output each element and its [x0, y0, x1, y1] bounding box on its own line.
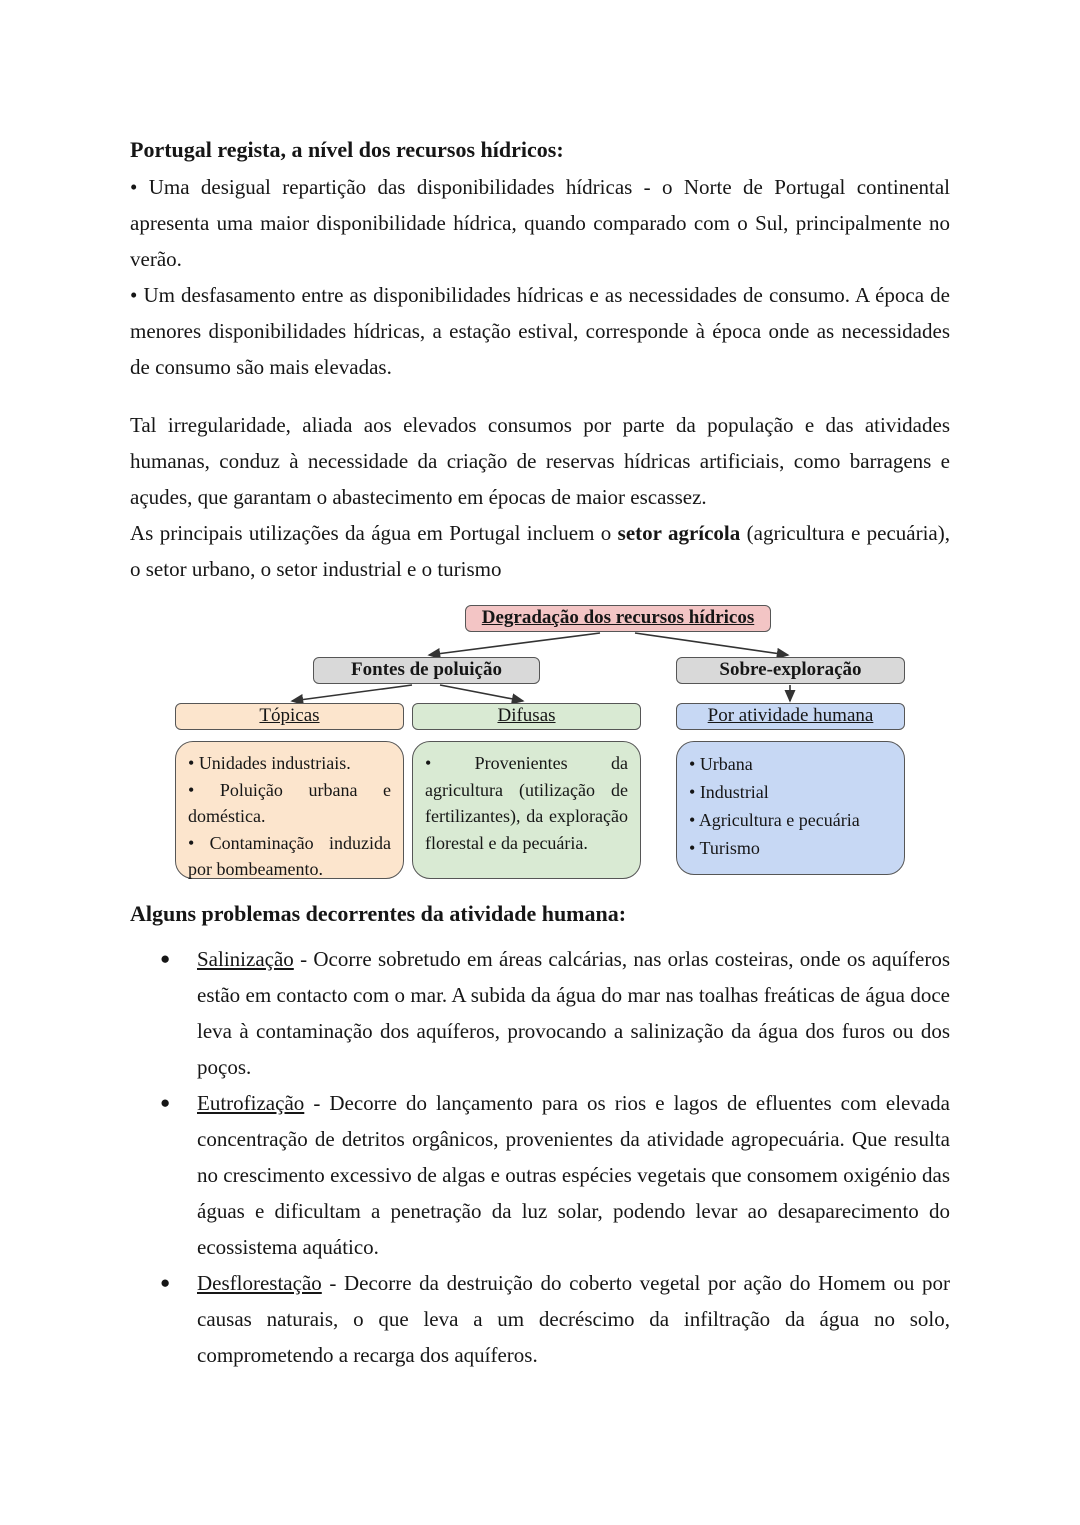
- node-difusas: Difusas: [412, 703, 641, 730]
- problem-text: - Ocorre sobretudo em áreas calcárias, nas orlas costeiras, onde os aquíferos estão em contacto com o mar. A subida da água do mar nas toalhas freáticas de água doce leva à contaminação dos aquíferos, provocando a salinização da água dos furos ou dos poços.: [197, 947, 950, 1079]
- topicas-item: • Unidades industriais.: [188, 750, 391, 777]
- difusas-item: • Provenientes da agricultura (utilização de fertilizantes), da exploração florestal e da pecuária.: [425, 750, 628, 856]
- heading-recursos-hidricos: Portugal regista, a nível dos recursos hídricos:: [130, 137, 564, 162]
- humana-item: • Agricultura e pecuária: [689, 806, 892, 834]
- difusas-content-box: [412, 741, 641, 879]
- node-atividade-humana: Por atividade humana: [676, 703, 905, 730]
- node-topicas: Tópicas: [175, 703, 404, 730]
- degradacao-diagram: [130, 599, 950, 887]
- utilizacoes-bold: setor agrícola: [617, 521, 741, 545]
- node-sobre-exploracao: Sobre-exploração: [676, 657, 905, 684]
- topicas-item: • Contaminação induzida por bombeamento.: [188, 830, 391, 883]
- bullet-desfasamento: • Um desfasamento entre as disponibilidades hídricas e as necessidades de consumo. A época de menores disponibilidades hídricas, a estação estival, corresponde à época onde as necessidades de consumo são mais elevadas.: [130, 283, 950, 379]
- utilizacoes-pre: As principais utilizações da água em Portugal incluem o: [130, 521, 618, 545]
- problem-text: - Decorre do lançamento para os rios e lagos de efluentes com elevada concentração de detritos orgânicos, provenientes da atividade agropecuária. Que resulta no crescimento excessivo de algas e outras espécies vegetais que consomem oxigénio das águas e dificultam a penetração da luz solar, podendo levar ao desaparecimento do ecossistema aquático.: [197, 1091, 950, 1259]
- problem-eutrofizacao: [130, 1085, 950, 1265]
- humana-content-box: [676, 741, 905, 875]
- bullet-disponibilidades: • Uma desigual repartição das disponibilidades hídricas - o Norte de Portugal continental apresenta uma maior disponibilidade hídrica, quando comparado com o Sul, principalmente no verão.: [130, 175, 950, 271]
- problem-term: Desflorestação: [197, 1271, 322, 1295]
- problem-text: - Decorre da destruição do coberto vegetal por ação do Homem ou por causas naturais, o que leva a um decréscimo da infiltração da água no solo, comprometendo a recarga dos aquíferos.: [197, 1271, 950, 1367]
- problem-salinizacao: [130, 941, 950, 1085]
- paragraph-irregularidade: Tal irregularidade, aliada aos elevados consumos por parte da população e das atividades humanas, conduz à necessidade da criação de reservas hídricas artificiais, como barragens e açudes, que garantam o abastecimento em épocas de maior escassez.: [130, 413, 950, 509]
- node-degradacao: Degradação dos recursos hídricos: [465, 605, 771, 632]
- problem-term: Salinização: [197, 947, 294, 971]
- paragraph-utilizacoes: [130, 515, 950, 587]
- problems-list: [130, 941, 950, 1373]
- topicas-content-box: [175, 741, 404, 879]
- heading-problemas: Alguns problemas decorrentes da atividade humana:: [130, 901, 627, 926]
- humana-item: • Urbana: [689, 750, 892, 778]
- utilizacoes-post: (agricultura e pecuária), o setor urbano, o setor industrial e o turismo: [130, 521, 950, 581]
- humana-item: • Turismo: [689, 834, 892, 862]
- problem-desflorestacao: [130, 1265, 950, 1373]
- topicas-item: • Poluição urbana e doméstica.: [188, 777, 391, 830]
- node-fontes-poluicao: Fontes de poluição: [313, 657, 540, 684]
- problem-term: Eutrofização: [197, 1091, 305, 1115]
- humana-item: • Industrial: [689, 778, 892, 806]
